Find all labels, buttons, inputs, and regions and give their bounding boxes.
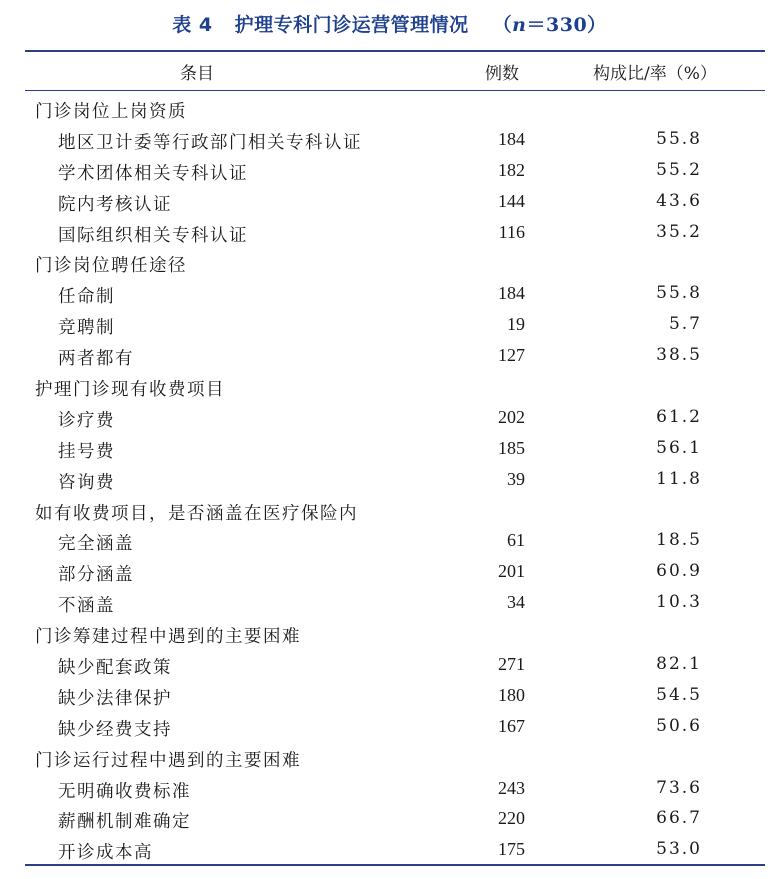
percent-cell: 11.8 bbox=[656, 468, 702, 489]
count-cell: 61 bbox=[507, 530, 525, 551]
column-header-item: 条目 bbox=[180, 64, 214, 84]
table-number: 表 4 bbox=[172, 14, 213, 36]
table-row bbox=[0, 124, 779, 155]
table-body bbox=[0, 93, 779, 865]
percent-cell: 56.1 bbox=[656, 437, 702, 458]
group-label: 门诊岗位聘任途径 bbox=[35, 256, 187, 277]
table-caption: 护理专科门诊运营管理情况 bbox=[234, 14, 469, 36]
item-label: 学术团体相关专科认证 bbox=[58, 163, 248, 184]
percent-cell: 61.2 bbox=[656, 406, 702, 427]
title-paren-open: （ bbox=[492, 14, 513, 36]
group-label: 门诊筹建过程中遇到的主要困难 bbox=[35, 627, 301, 648]
count-cell: 127 bbox=[498, 345, 525, 366]
table-row bbox=[0, 464, 779, 495]
percent-cell: 53.0 bbox=[656, 839, 702, 860]
percent-cell: 10.3 bbox=[656, 592, 702, 613]
table-row bbox=[0, 803, 779, 834]
table-title bbox=[0, 10, 779, 37]
count-cell: 202 bbox=[498, 406, 525, 427]
item-label: 挂号费 bbox=[58, 441, 115, 462]
table-row bbox=[0, 402, 779, 433]
percent-cell: 60.9 bbox=[656, 561, 702, 582]
percent-cell: 55.8 bbox=[656, 283, 702, 304]
count-cell: 34 bbox=[507, 592, 525, 613]
table-row bbox=[0, 278, 779, 309]
group-header-row bbox=[0, 742, 779, 773]
table-row bbox=[0, 309, 779, 340]
item-label: 部分涵盖 bbox=[58, 565, 134, 586]
item-label: 任命制 bbox=[58, 287, 115, 308]
table-row bbox=[0, 711, 779, 742]
table-row bbox=[0, 525, 779, 556]
item-label: 不涵盖 bbox=[58, 596, 115, 617]
table-row bbox=[0, 587, 779, 618]
count-cell: 167 bbox=[498, 715, 525, 736]
percent-cell: 82.1 bbox=[656, 654, 702, 675]
count-cell: 271 bbox=[498, 654, 525, 675]
item-label: 无明确收费标准 bbox=[58, 781, 191, 802]
table-row bbox=[0, 834, 779, 865]
group-header-row bbox=[0, 495, 779, 526]
count-cell: 19 bbox=[507, 314, 525, 335]
item-label: 两者都有 bbox=[58, 349, 134, 370]
group-header-row bbox=[0, 618, 779, 649]
table-row bbox=[0, 556, 779, 587]
group-header-row bbox=[0, 93, 779, 124]
item-label: 缺少法律保护 bbox=[58, 688, 172, 709]
count-cell: 116 bbox=[498, 221, 525, 242]
header-rule bbox=[25, 90, 765, 91]
item-label: 国际组织相关专科认证 bbox=[58, 225, 248, 246]
item-label: 完全涵盖 bbox=[58, 534, 134, 555]
title-paren-close: ） bbox=[587, 14, 607, 36]
top-rule bbox=[25, 50, 765, 52]
column-header-percent: 构成比/率（%） bbox=[593, 64, 717, 84]
group-label: 护理门诊现有收费项目 bbox=[35, 380, 225, 401]
percent-cell: 43.6 bbox=[656, 190, 702, 211]
item-label: 缺少配套政策 bbox=[58, 658, 172, 679]
group-label: 门诊岗位上岗资质 bbox=[35, 102, 187, 122]
table-row bbox=[0, 217, 779, 248]
count-cell: 243 bbox=[498, 777, 525, 798]
percent-cell: 73.6 bbox=[656, 777, 702, 798]
item-label: 咨询费 bbox=[58, 472, 115, 493]
percent-cell: 55.8 bbox=[656, 128, 702, 149]
bottom-rule bbox=[25, 864, 765, 866]
percent-cell: 55.2 bbox=[656, 159, 702, 180]
percent-cell: 18.5 bbox=[656, 530, 702, 551]
table-row bbox=[0, 186, 779, 217]
count-cell: 184 bbox=[498, 283, 525, 304]
count-cell: 180 bbox=[498, 684, 525, 705]
percent-cell: 50.6 bbox=[656, 715, 702, 736]
percent-cell: 5.7 bbox=[668, 314, 702, 335]
count-cell: 182 bbox=[498, 159, 525, 180]
item-label: 缺少经费支持 bbox=[58, 719, 172, 740]
count-cell: 201 bbox=[498, 561, 525, 582]
table-row bbox=[0, 155, 779, 186]
count-cell: 184 bbox=[498, 128, 525, 149]
count-cell: 175 bbox=[498, 839, 525, 860]
item-label: 竞聘制 bbox=[58, 318, 115, 339]
percent-cell: 54.5 bbox=[656, 684, 702, 705]
count-cell: 39 bbox=[507, 468, 525, 489]
item-label: 院内考核认证 bbox=[58, 194, 172, 215]
table-row bbox=[0, 680, 779, 711]
percent-cell: 66.7 bbox=[656, 808, 702, 829]
percent-cell: 35.2 bbox=[656, 221, 702, 242]
group-header-row bbox=[0, 371, 779, 402]
item-label: 诊疗费 bbox=[58, 410, 115, 431]
count-cell: 220 bbox=[498, 808, 525, 829]
table-row bbox=[0, 340, 779, 371]
item-label: 薪酬机制难确定 bbox=[58, 812, 191, 833]
group-header-row bbox=[0, 247, 779, 278]
sample-size-value: ＝330 bbox=[526, 14, 588, 36]
group-label: 如有收费项目，是否涵盖在医疗保险内 bbox=[35, 503, 358, 524]
count-cell: 144 bbox=[498, 190, 525, 211]
percent-cell: 38.5 bbox=[656, 345, 702, 366]
group-label: 门诊运行过程中遇到的主要困难 bbox=[35, 750, 301, 771]
count-cell: 185 bbox=[498, 437, 525, 458]
sample-size-symbol: n bbox=[512, 14, 527, 36]
item-label: 开诊成本高 bbox=[58, 843, 153, 864]
table-row bbox=[0, 433, 779, 464]
column-header-count: 例数 bbox=[485, 64, 519, 84]
item-label: 地区卫计委等行政部门相关专科认证 bbox=[58, 132, 362, 153]
table-row bbox=[0, 649, 779, 680]
table-row bbox=[0, 773, 779, 804]
